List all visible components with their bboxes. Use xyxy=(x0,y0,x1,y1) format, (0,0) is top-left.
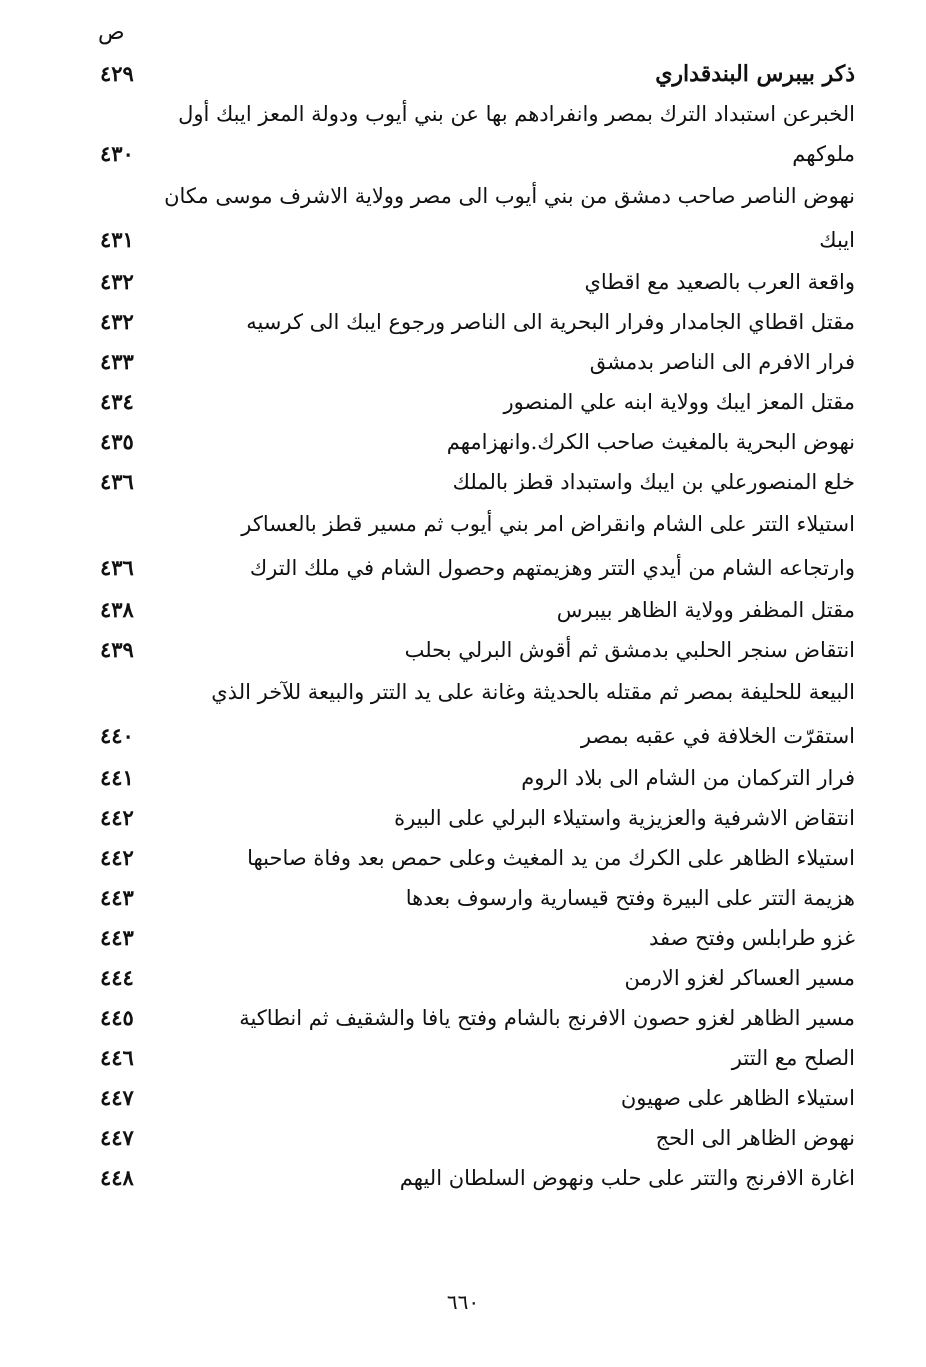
toc-entry xyxy=(100,94,855,174)
toc-page-number: ٤٤٤ xyxy=(100,965,134,990)
toc-page-number: ٤٣٥ xyxy=(100,429,134,454)
toc-page-number: ٤٤٢ xyxy=(100,845,134,870)
toc-page-number: ٤٤٢ xyxy=(100,805,134,830)
toc-entry-title: هزيمة التتر على البيرة وفتح قيسارية وارسوف بعدها xyxy=(405,886,855,910)
toc-page-number: ٤٤٣ xyxy=(100,925,134,950)
toc-entry-title: استيلاء الظاهر على الكرك من يد المغيث وعلى حمص بعد وفاة صاحبها xyxy=(247,846,855,870)
toc-page-number: ٤٤١ xyxy=(100,765,134,790)
toc-entry xyxy=(100,878,855,918)
table-of-contents xyxy=(100,54,855,1198)
toc-page-number: ٤٣١ xyxy=(100,227,134,252)
toc-entry-title: استيلاء التتر على الشام وانقراض امر بني أيوب ثم مسير قطز بالعساكر وارتجاعه الشام من أيدي التتر وهزيمتهم وحصول الشام في ملك الترك xyxy=(241,512,855,580)
toc-entry-title: فرار التركمان من الشام الى بلاد الروم xyxy=(521,766,855,790)
toc-page-number: ٤٤٣ xyxy=(100,885,134,910)
toc-entry xyxy=(100,798,855,838)
toc-page-number: ٤٣٦ xyxy=(100,469,134,494)
toc-entry-title: نهوض البحرية بالمغيث صاحب الكرك.وانهزامهم xyxy=(446,430,855,454)
toc-entry-title: البيعة للحليفة بمصر ثم مقتله بالحديثة وغانة على يد التتر والبيعة للآخر الذي استقرّت الخلافة في عقبه بمصر xyxy=(211,680,855,748)
toc-entry xyxy=(100,630,855,670)
toc-page-number: ٤٤٨ xyxy=(100,1165,134,1190)
toc-page-number: ٤٢٩ xyxy=(100,61,134,86)
toc-page-number: ٤٣٣ xyxy=(100,349,134,374)
toc-entry-title: اغارة الافرنج والتتر على حلب ونهوض السلطان اليهم xyxy=(399,1166,855,1190)
toc-page-number: ٤٤٧ xyxy=(100,1085,134,1110)
toc-entry-title: مقتل المظفر وولاية الظاهر بيبرس xyxy=(556,598,855,622)
toc-entry xyxy=(100,1118,855,1158)
toc-page-number: ٤٣٩ xyxy=(100,637,134,662)
toc-section-heading: ذكر بيبرس البندقداري xyxy=(655,61,855,87)
toc-entry xyxy=(100,462,855,502)
page-folio-number: ٦٦٠ xyxy=(446,1290,480,1314)
toc-entry-title: مقتل اقطاي الجامدار وفرار البحرية الى الناصر ورجوع ايبك الى كرسيه xyxy=(246,310,855,334)
toc-entry-title: مسير العساكر لغزو الارمن xyxy=(624,966,855,990)
toc-entry xyxy=(100,998,855,1038)
toc-entry xyxy=(100,670,855,758)
toc-page-number: ٤٣٢ xyxy=(100,309,134,334)
toc-entry xyxy=(100,758,855,798)
toc-entry-title: الصلح مع التتر xyxy=(731,1046,855,1070)
toc-entry xyxy=(100,838,855,878)
toc-entry xyxy=(100,1038,855,1078)
toc-entry-title: مسير الظاهر لغزو حصون الافرنج بالشام وفتح يافا والشقيف ثم انطاكية xyxy=(239,1006,855,1030)
toc-page-number: ٤٣٤ xyxy=(100,389,134,414)
toc-entry-title: انتقاض الاشرفية والعزيزية واستيلاء البرلي على البيرة xyxy=(394,806,855,830)
toc-entry xyxy=(100,422,855,462)
toc-entry xyxy=(100,262,855,302)
toc-entry xyxy=(100,590,855,630)
toc-entry xyxy=(100,1078,855,1118)
toc-entry-title: الخبرعن استبداد الترك بمصر وانفرادهم بها عن بني أيوب ودولة المعز ايبك أول ملوكهم xyxy=(178,102,855,166)
toc-page-number: ٤٣٨ xyxy=(100,597,134,622)
toc-entry xyxy=(100,502,855,590)
toc-page-number: ٤٤٧ xyxy=(100,1125,134,1150)
toc-page-number: ٤٤٠ xyxy=(100,723,134,748)
toc-page-number: ٤٤٦ xyxy=(100,1045,134,1070)
toc-entry-title: واقعة العرب بالصعيد مع اقطاي xyxy=(584,270,855,294)
toc-page-number: ٤٣٠ xyxy=(100,141,134,166)
toc-entry xyxy=(100,382,855,422)
toc-entry xyxy=(100,54,855,94)
toc-page-number: ٤٤٥ xyxy=(100,1005,134,1030)
toc-entry xyxy=(100,342,855,382)
toc-entry-title: نهوض الناصر صاحب دمشق من بني أيوب الى مصر وولاية الاشرف موسى مكان ايبك xyxy=(164,184,855,252)
toc-entry xyxy=(100,302,855,342)
toc-entry-title: استيلاء الظاهر على صهيون xyxy=(620,1086,855,1110)
toc-entry xyxy=(100,958,855,998)
page-column-header: ص xyxy=(98,20,125,45)
toc-entry xyxy=(100,918,855,958)
toc-entry-title: غزو طرابلس وفتح صفد xyxy=(649,926,855,950)
toc-entry-title: خلع المنصورعلي بن ايبك واستبداد قطز بالملك xyxy=(452,470,855,494)
toc-entry xyxy=(100,1158,855,1198)
toc-entry-title: فرار الافرم الى الناصر بدمشق xyxy=(589,350,855,374)
toc-entry-title: مقتل المعز ايبك وولاية ابنه علي المنصور xyxy=(503,390,855,414)
toc-page-number: ٤٣٢ xyxy=(100,269,134,294)
toc-entry-title: انتقاض سنجر الحلبي بدمشق ثم أقوش البرلي بحلب xyxy=(404,638,855,662)
toc-page-number: ٤٣٦ xyxy=(100,555,134,580)
toc-entry-title: نهوض الظاهر الى الحج xyxy=(655,1126,855,1150)
toc-entry xyxy=(100,174,855,262)
